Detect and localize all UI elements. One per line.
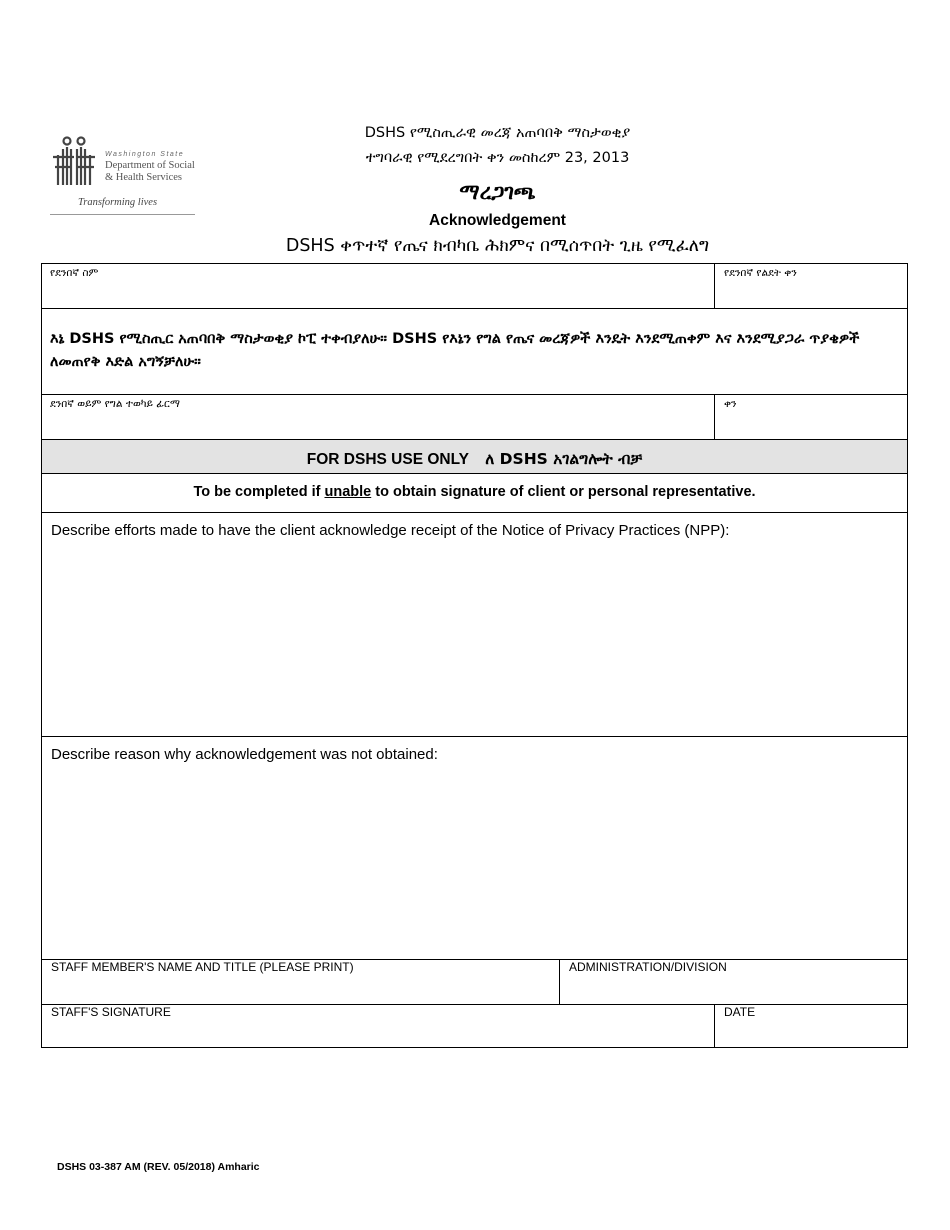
staff-signature-row [41, 1004, 908, 1048]
date-field[interactable] [715, 411, 907, 439]
notice-title: DSHS የሚስጢራዊ መረጃ አጠባበቅ ማስታወቂያ [364, 125, 631, 141]
client-name-field[interactable] [42, 280, 714, 308]
client-name-label: የደንበኛ ስም [50, 267, 99, 279]
completion-instruction [41, 473, 908, 513]
reason-section [41, 736, 908, 960]
instruction-post: to obtain signature of client or personal representative. [371, 484, 756, 500]
efforts-textarea[interactable] [42, 545, 907, 735]
dshs-use-only-amharic: ለ DSHS አገልግሎት ብቻ [485, 450, 643, 468]
staff-info-row [41, 959, 908, 1005]
effective-date: ተግባራዊ የሚደረግበት ቀን መስከረም 23, 2013 [365, 150, 630, 166]
acknowledgement-text: እኔ DSHS የሚስጢር አጠባበቅ ማስታወቂያ ኮፒ ተቀብያለሁ። DSHS የእኔን የግል የጤና መረጃዎች እንዴት እንደሚጠቀም እና እንደሚያጋራ ጥያቄዎች ለመጠየቅ እድል አግኝቻለሁ። [50, 331, 860, 370]
logo-department [105, 160, 195, 184]
logo-divider [50, 214, 195, 215]
staff-name-field[interactable] [42, 976, 559, 1004]
dshs-use-only-header [41, 439, 908, 474]
page-title-amharic: ማረጋገጫ [459, 180, 536, 204]
date-label: ቀን [724, 398, 737, 410]
page-title-english: Acknowledgement [429, 212, 566, 229]
staff-signature-label: STAFF'S SIGNATURE [51, 1005, 171, 1019]
client-dob-field[interactable] [715, 280, 907, 308]
signature-label: ደንበኛ ወይም የግል ተወካይ ፊርማ [50, 398, 180, 410]
logo-state: Washington State [105, 151, 185, 158]
efforts-label: Describe efforts made to have the client acknowledge receipt of the Notice of Privacy Practices (NPP): [51, 522, 730, 539]
staff-date-label: DATE [724, 1005, 756, 1019]
signature-row [41, 394, 908, 440]
logo-dept-line2: & Health Services [105, 172, 182, 183]
logo-tagline: Transforming lives [78, 197, 158, 208]
staff-signature-field[interactable] [42, 1021, 714, 1047]
acknowledgement-statement [41, 308, 908, 395]
instruction-pre: To be completed if [193, 484, 325, 500]
dshs-logo [50, 135, 200, 215]
reason-label: Describe reason why acknowledgement was not obtained: [51, 746, 438, 763]
signature-field[interactable] [42, 411, 714, 439]
page-subtitle: DSHS ቀጥተኛ የጤና ክብካቤ ሕክምና በሚሰጥበት ጊዜ የሚፈለግ [285, 236, 710, 256]
dshs-emblem-icon [50, 135, 100, 187]
efforts-section [41, 512, 908, 737]
admin-division-label: ADMINISTRATION/DIVISION [569, 960, 727, 974]
staff-name-label: STAFF MEMBER'S NAME AND TITLE (PLEASE PRINT) [51, 960, 354, 974]
client-dob-label: የደንበኛ የልደት ቀን [724, 267, 797, 279]
client-info-row [41, 263, 908, 309]
form-number: DSHS 03-387 AM (REV. 05/2018) Amharic [57, 1161, 260, 1173]
logo-dept-line1: Department of Social [105, 160, 195, 171]
staff-date-field[interactable] [715, 1021, 907, 1047]
instruction-unable: unable [324, 484, 372, 500]
dshs-use-only-english: FOR DSHS USE ONLY [306, 451, 469, 468]
reason-textarea[interactable] [42, 769, 907, 959]
admin-division-field[interactable] [560, 976, 907, 1004]
